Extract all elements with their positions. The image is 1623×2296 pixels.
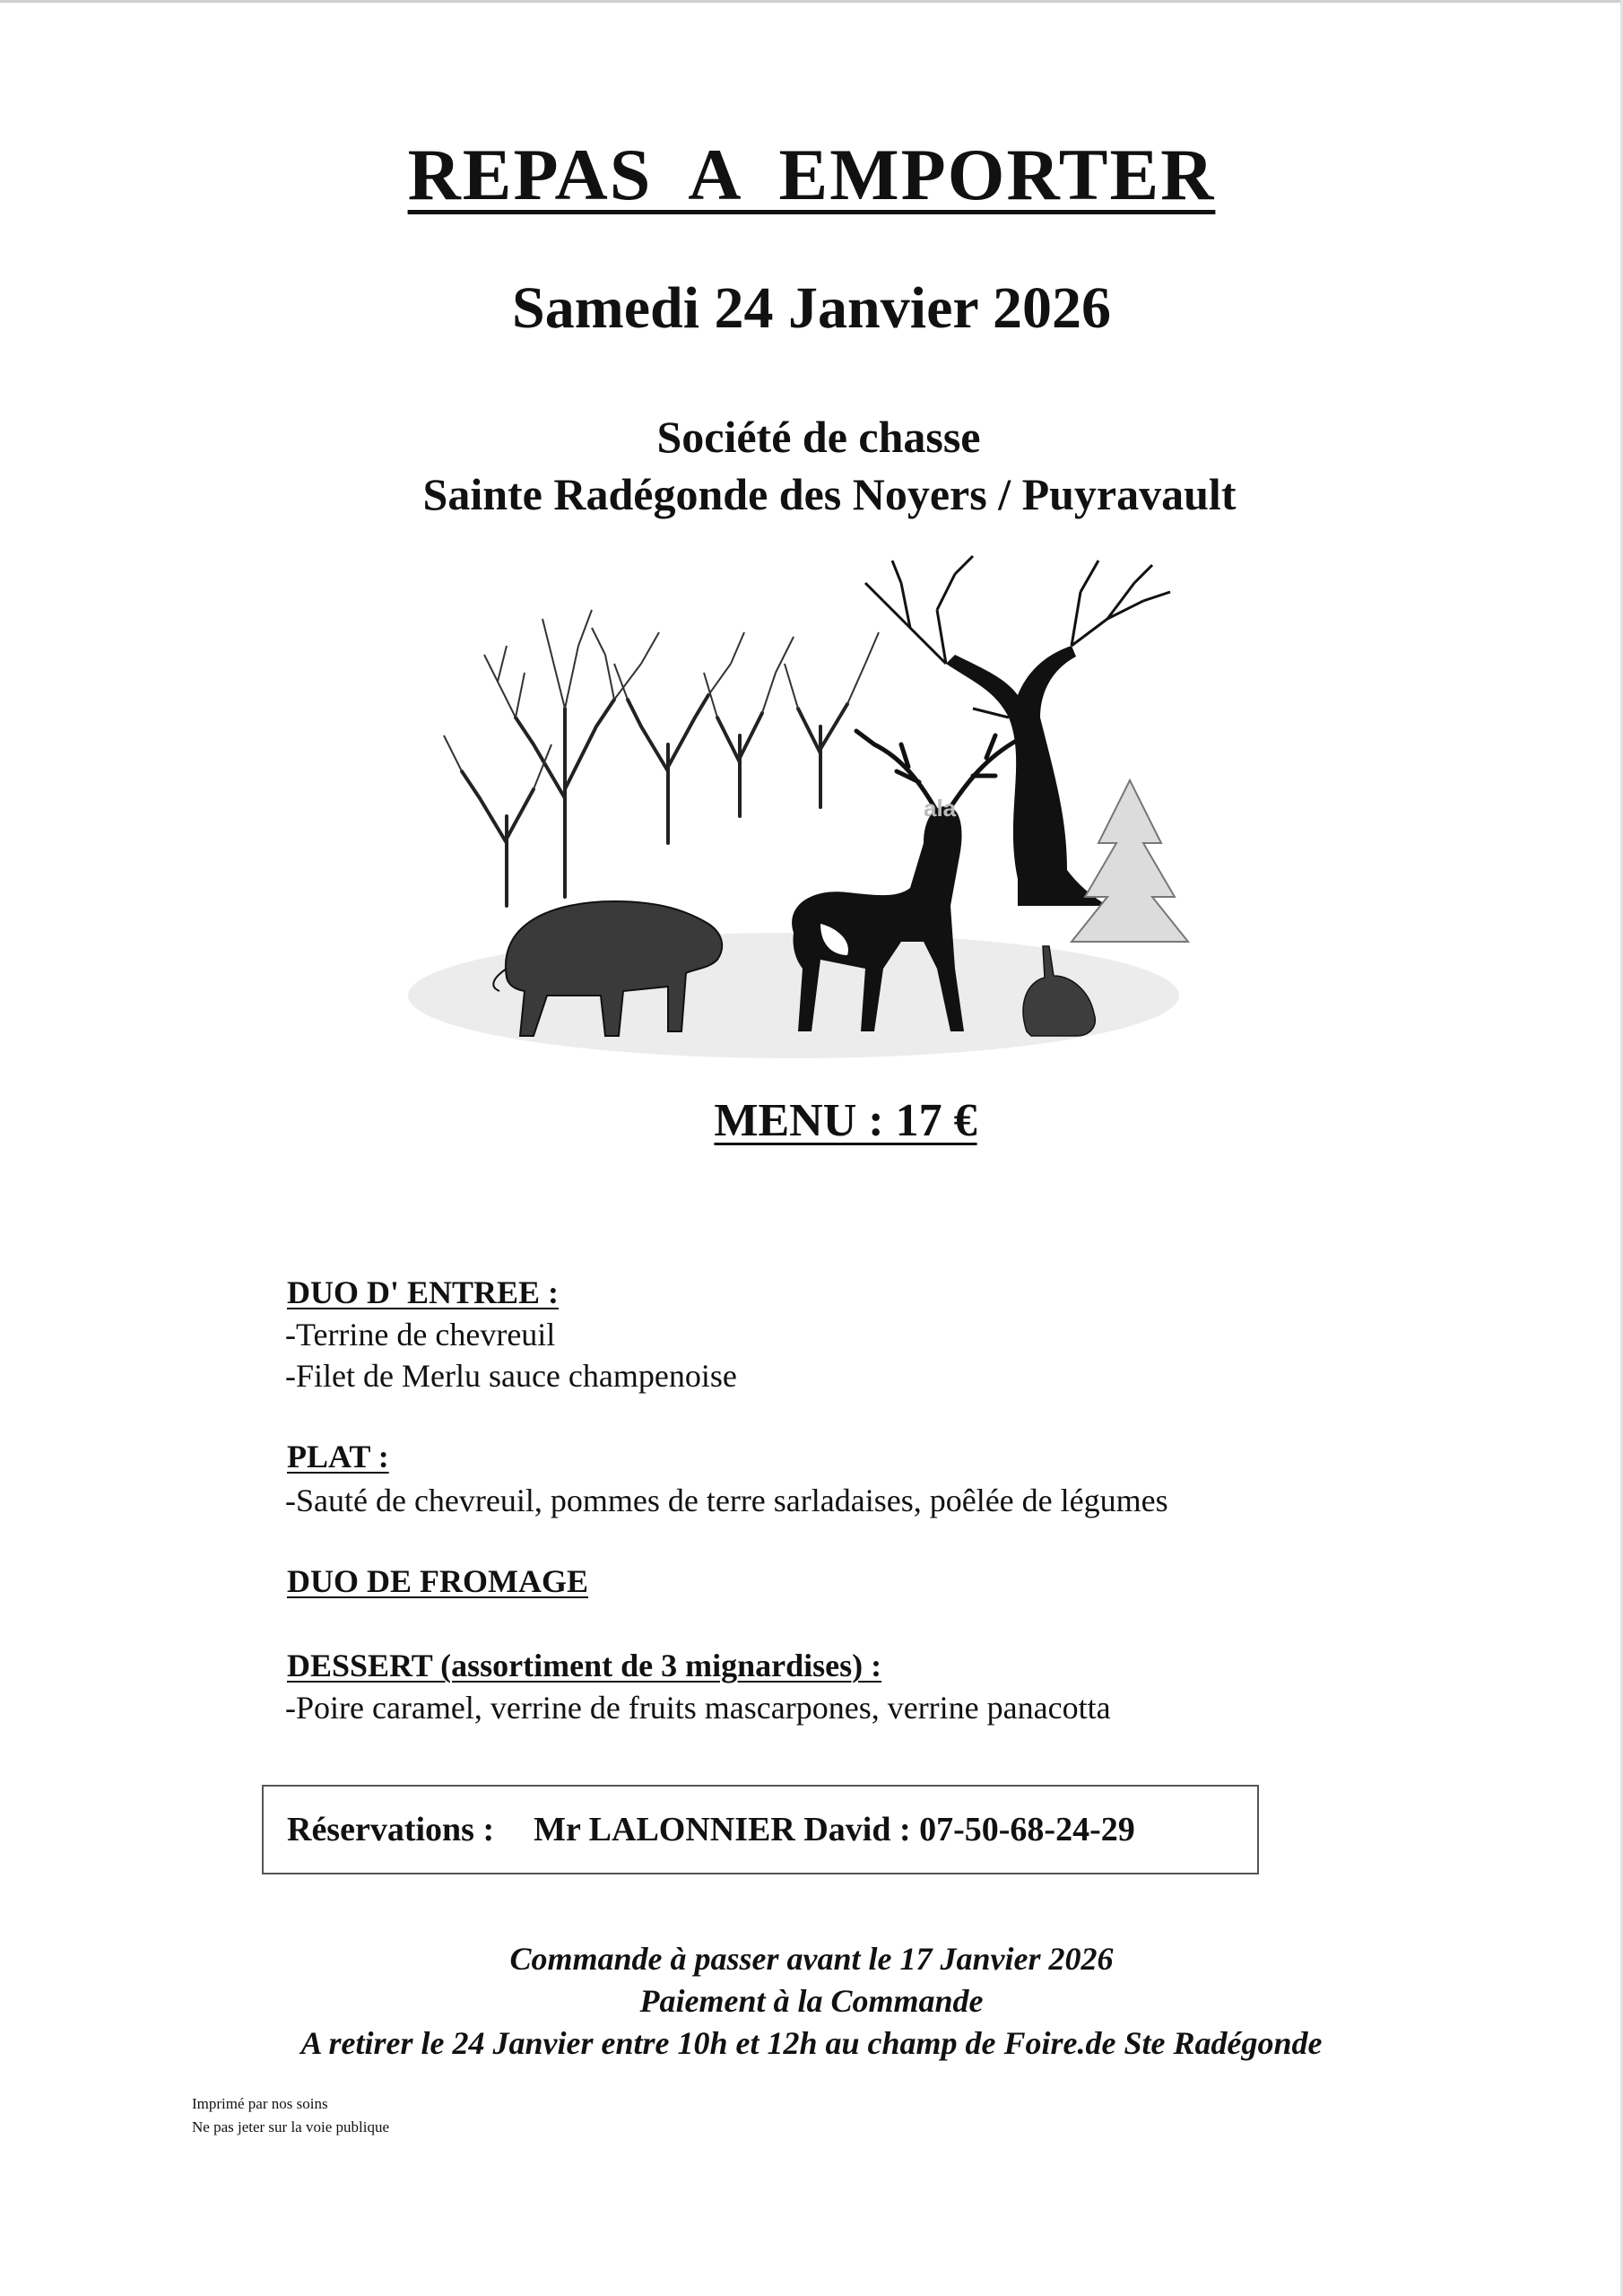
- payment-note: Paiement à la Commande: [639, 1983, 984, 2019]
- menu-item: -Sauté de chevreuil, pommes de terre sarladaises, poêlée de légumes: [285, 1483, 1168, 1518]
- page-title: REPAS A EMPORTER: [407, 134, 1216, 215]
- organizer-location: Sainte Radégonde des Noyers / Puyravault: [422, 469, 1237, 519]
- section-heading-plat: PLAT :: [287, 1439, 389, 1474]
- section-heading-dessert: DESSERT (assortiment de 3 mignardises) :: [287, 1648, 882, 1683]
- stock-watermark: ala: [924, 795, 957, 822]
- order-deadline: Commande à passer avant le 17 Janvier 2026: [509, 1941, 1114, 1977]
- printed-note: Imprimé par nos soins: [192, 2095, 328, 2112]
- organizer-name: Société de chasse: [656, 412, 981, 462]
- menu-item: -Poire caramel, verrine de fruits mascarpones, verrine panacotta: [285, 1690, 1111, 1726]
- large-tree: [946, 646, 1107, 906]
- reservations-contact: Mr LALONNIER David : 07-50-68-24-29: [534, 1811, 1135, 1848]
- menu-item: -Terrine de chevreuil: [285, 1317, 556, 1352]
- winter-forest-illustration: [399, 547, 1197, 1058]
- pickup-note: A retirer le 24 Janvier entre 10h et 12h au champ de Foire.de Ste Radégonde: [300, 2025, 1323, 2061]
- fir-tree: [1072, 780, 1188, 942]
- menu-item: -Filet de Merlu sauce champenoise: [285, 1358, 737, 1394]
- reservations-box: [262, 1785, 1259, 1874]
- no-litter-note: Ne pas jeter sur la voie publique: [192, 2118, 389, 2135]
- large-tree-branches: [865, 556, 1170, 718]
- event-date: Samedi 24 Janvier 2026: [512, 275, 1111, 341]
- section-heading-entree: DUO D' ENTREE :: [287, 1274, 560, 1310]
- section-heading-fromage: DUO DE FROMAGE: [287, 1563, 588, 1599]
- background-trees: [462, 695, 847, 906]
- menu-price: MENU : 17 €: [714, 1095, 977, 1146]
- scan-edge: [0, 0, 1623, 3]
- reservations-label: Réservations :: [287, 1811, 495, 1848]
